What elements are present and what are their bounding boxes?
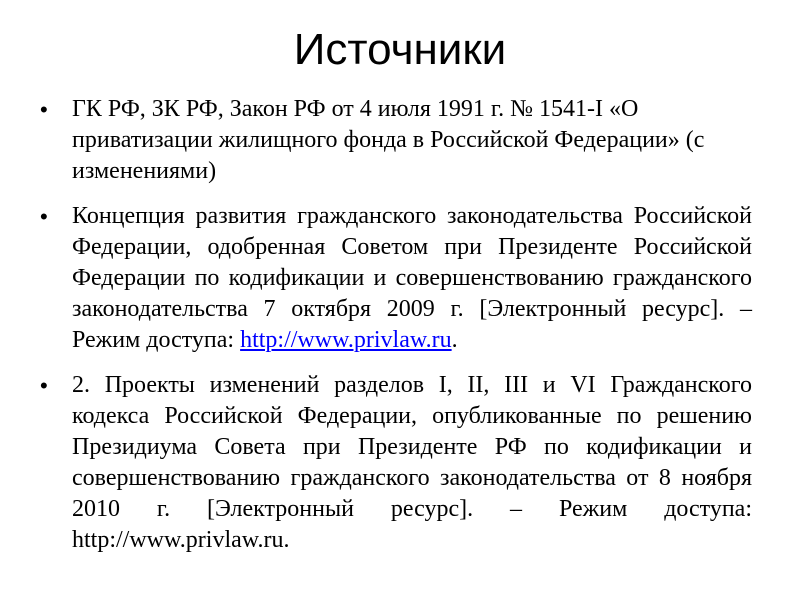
bullet-icon: • xyxy=(40,204,48,229)
slide-title: Источники xyxy=(293,25,507,74)
list-item-text: Концепция развития гражданского законодательства Российской Федерации, одобренная Советом при Президенте Российской Федерации по кодификации и совершенствованию гражданского законодательства 7 октября 2009 г. [Электронный ресурс]. – Режим доступа: xyxy=(72,203,752,353)
list-item-text: ГК РФ, ЗК РФ, Закон РФ от 4 июля 1991 г. № 1541-I «О приватизации жилищного фонда в Российской Федерации» (с изменениями) xyxy=(72,96,705,184)
bullet-icon: • xyxy=(40,97,48,122)
privlaw-link[interactable]: http://www.privlaw.ru xyxy=(240,327,452,353)
list-item xyxy=(40,201,752,356)
list-item xyxy=(40,370,752,556)
list-item-end: . xyxy=(451,327,458,353)
list-item xyxy=(40,94,752,187)
list-item-text: 2. Проекты изменений разделов I, II, III и VI Гражданского кодекса Российской Федерации, опубликованные по решению Президиума Совета при Президенте РФ по кодификации и совершенствованию гражданского законодательства от 8 ноября 2010 г. [Электронный ресурс]. – Режим доступа: http://www.privlaw.ru. xyxy=(72,372,752,553)
sources-list xyxy=(40,94,752,570)
bullet-icon: • xyxy=(40,373,48,398)
